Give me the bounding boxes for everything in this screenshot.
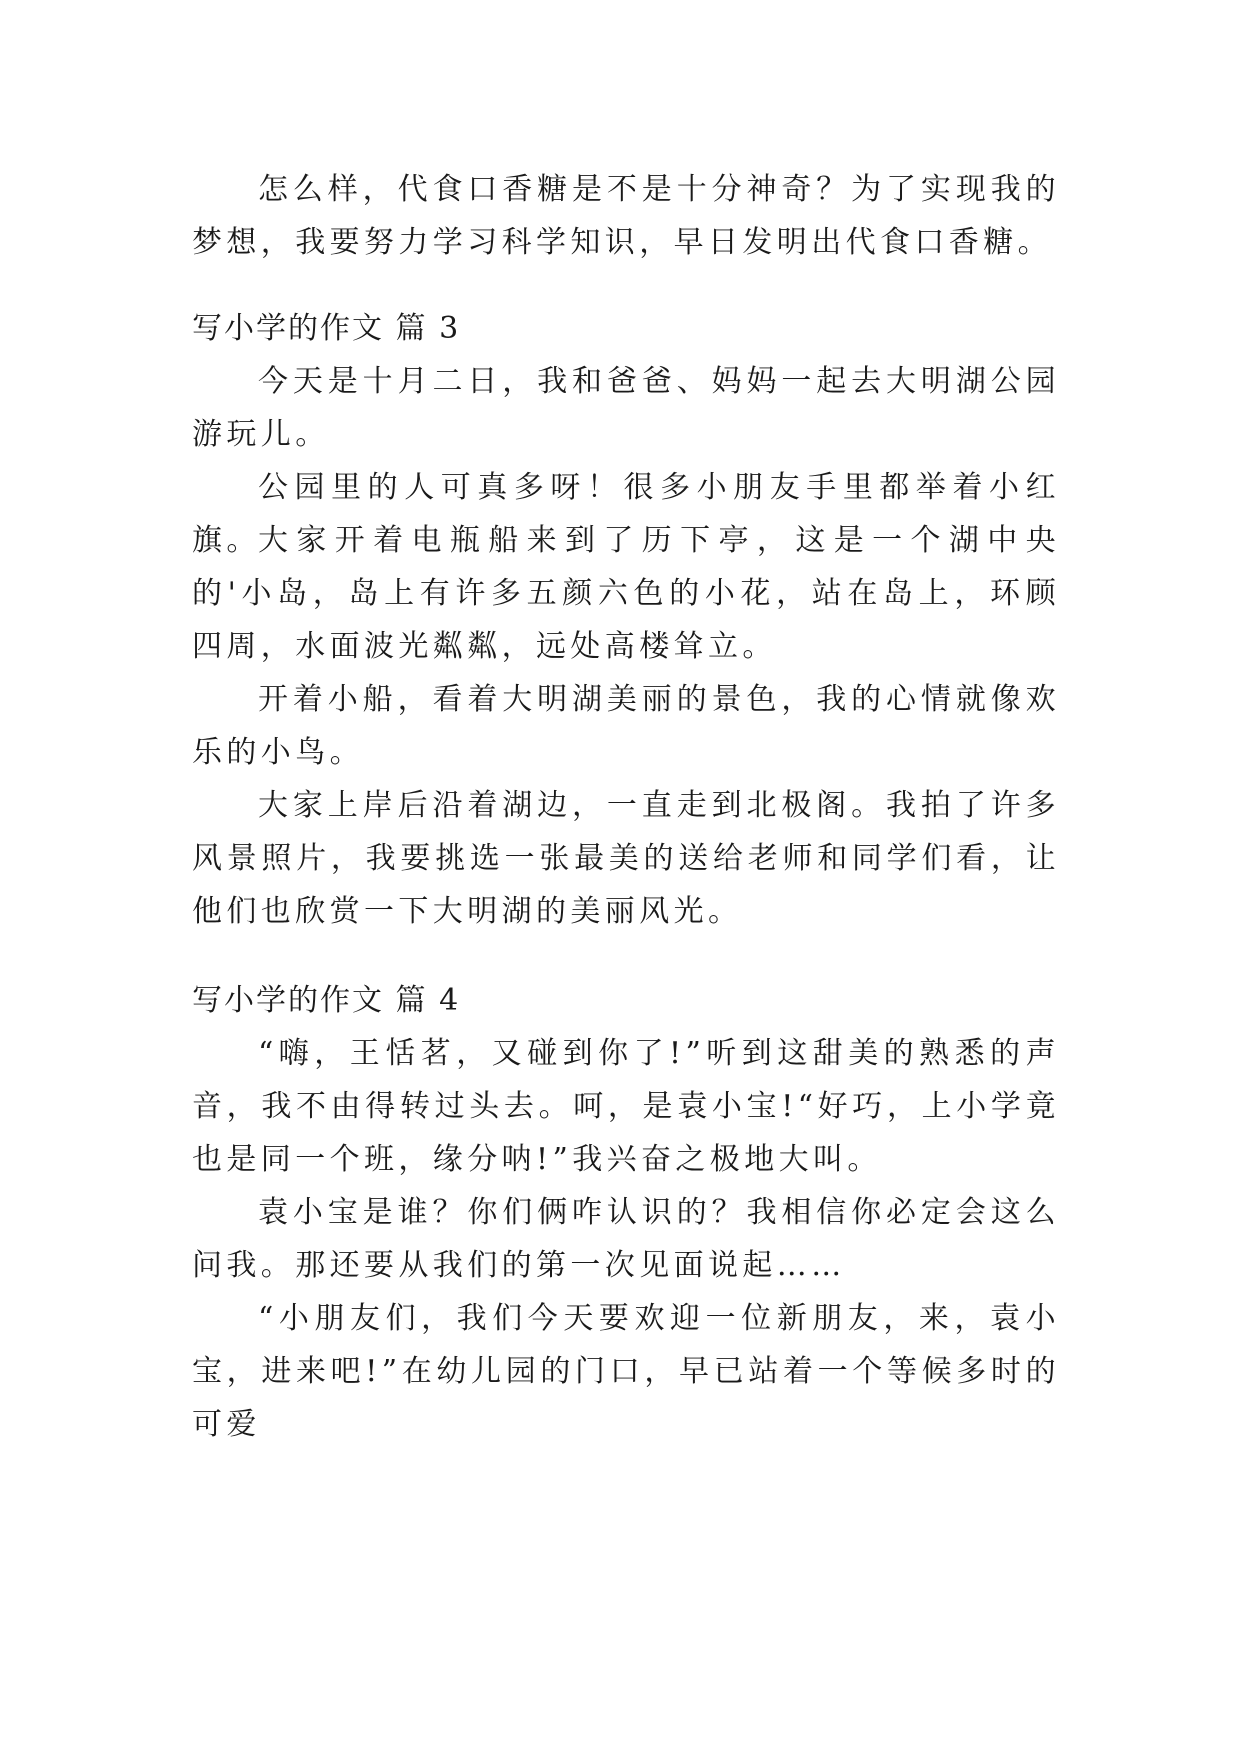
section-4-paragraph-3: “小朋友们，我们今天要欢迎一位新朋友，来，袁小宝，进来吧!”在幼儿园的门口，早已站着一个等候多时的可爱 — [192, 1301, 1060, 1442]
section-3-paragraph-1: 今天是十月二日，我和爸爸、妈妈一起去大明湖公园游玩儿。 — [192, 364, 1060, 452]
section-4-paragraph-2: 袁小宝是谁？你们俩咋认识的？我相信你必定会这么问我。那还要从我们的第一次见面说起…… — [192, 1195, 1060, 1283]
section-4-heading: 写小学的作文 篇 4 — [192, 983, 461, 1018]
section-3-paragraph-3: 大家开着电瓶船来到了历下亭，这是一个湖中央的'小岛，岛上有许多五颜六色的小花，站在岛上，环顾四周，水面波光粼粼，远处高楼耸立。 — [192, 523, 1060, 664]
paragraph-top-1: 怎么样，代食口香糖是不是十分神奇？为了实现我的梦想，我要努力学习科学知识，早日发明出代食口香糖。 — [192, 172, 1060, 260]
section-3-paragraph-2: 公园里的人可真多呀！很多小朋友手里都举着小红旗。 — [192, 470, 1060, 558]
section-3-heading: 写小学的作文 篇 3 — [192, 311, 461, 346]
section-4-paragraph-1: “嗨，王恬茗，又碰到你了!”听到这甜美的熟悉的声音，我不由得转过头去。呵，是袁小宝!“好巧，上小学竟也是同一个班，缘分呐!”我兴奋之极地大叫。 — [192, 1036, 1060, 1177]
section-3-paragraph-4: 开着小船，看着大明湖美丽的景色，我的心情就像欢乐的小鸟。 — [192, 682, 1060, 770]
section-3-paragraph-5: 大家上岸后沿着湖边，一直走到北极阁。我拍了许多风景照片，我要挑选一张最美的送给老师和同学们看，让他们也欣赏一下大明湖的美丽风光。 — [192, 788, 1060, 929]
